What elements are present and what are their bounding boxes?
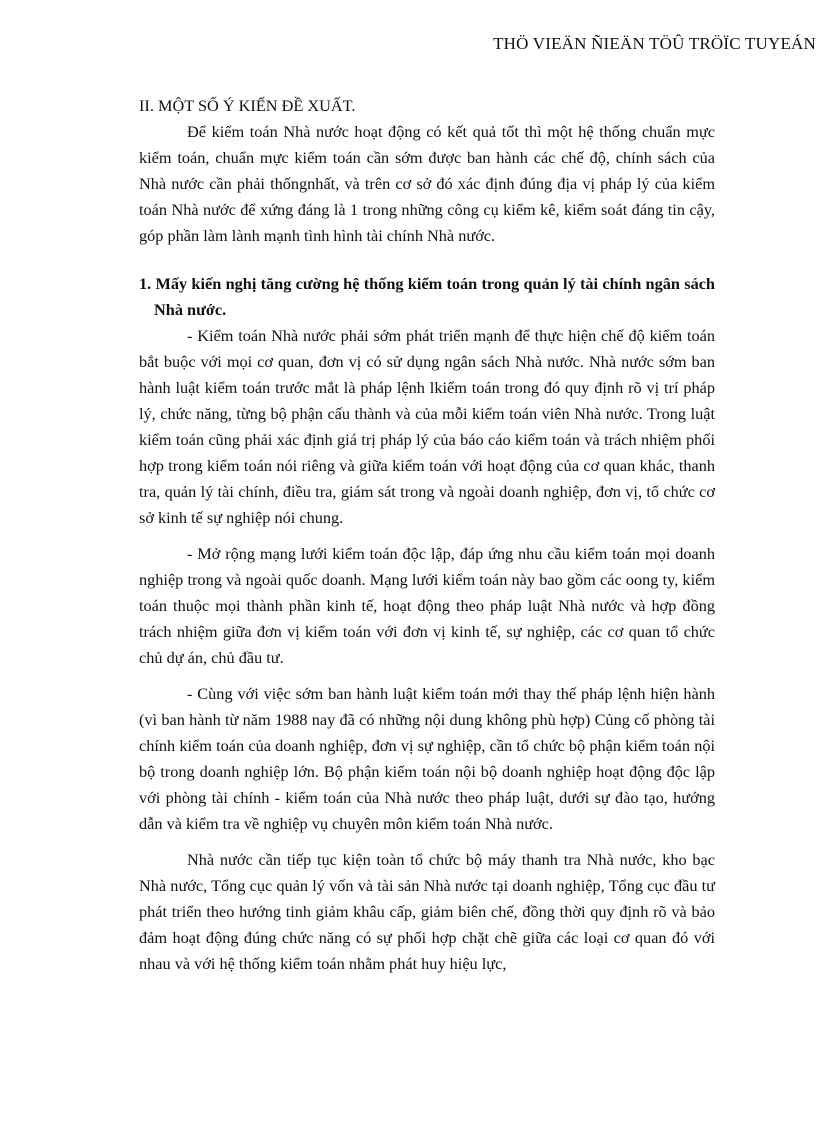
section-title: II. MỘT SỐ Ý KIẾN ĐỀ XUẤT.: [139, 96, 356, 115]
document-body: [139, 93, 715, 977]
paragraph-3: - Cùng với việc sớm ban hành luật kiểm toán mới thay thế pháp lệnh hiện hành (vì ban hành từ năm 1988 nay đã có những nội dung không phù hợp) Củng cố phòng tài chính kiểm toán của doanh nghiệp, đơn vị sự nghiệp, cần tổ chức bộ phận kiểm toán nội bộ trong doanh nghiệp lớn. Bộ phận kiểm toán nội bộ doanh nghiệp hoạt động độc lập với phòng tài chính - kiểm toán của Nhà nước theo pháp luật, dưới sự đào tạo, hướng dẫn và kiểm tra về nghiệp vụ chuyên môn kiểm toán Nhà nước.: [139, 684, 715, 833]
paragraph-4: Nhà nước cần tiếp tục kiện toàn tổ chức bộ máy thanh tra Nhà nước, kho bạc Nhà nước, Tổng cục quản lý vốn và tài sản Nhà nước tại doanh nghiệp, Tổng cục đầu tư phát triển theo hướng tinh giảm khâu cấp, giảm biên chế, đồng thời quy định rõ và bảo đảm hoạt động đúng chức năng có sự phối hợp chặt chẽ giữa các loại cơ quan đó với nhau và với hệ thống kiểm toán nhằm phát huy hiệu lực,: [139, 850, 715, 973]
paragraph-2: - Mở rộng mạng lưới kiểm toán độc lập, đáp ứng nhu cầu kiểm toán mọi doanh nghiệp trong và ngoài quốc doanh. Mạng lưới kiểm toán này bao gồm các oong ty, kiểm toán thuộc mọi thành phần kinh tế, hoạt động theo pháp luật Nhà nước và hợp đồng trách nhiệm giữa đơn vị kiểm toán với đơn vị kinh tế, sự nghiệp, các cơ quan tổ chức chủ dự án, chủ đầu tư.: [139, 544, 715, 667]
subheading: 1. Mấy kiến nghị tăng cường hệ thống kiểm toán trong quản lý tài chính ngân sách Nhà nước.: [139, 274, 715, 319]
paragraph-1: - Kiểm toán Nhà nước phải sớm phát triển mạnh để thực hiện chế độ kiểm toán bắt buộc với mọi cơ quan, đơn vị có sử dụng ngân sách Nhà nước. Nhà nước sớm ban hành luật kiểm toán trước mắt là pháp lệnh lkiểm toán trong đó quy định rõ vị trí pháp lý, chức năng, từng bộ phận cấu thành và của mỗi kiểm toán viên Nhà nước. Trong luật kiểm toán cũng phải xác định giá trị pháp lý của báo cáo kiểm toán và trách nhiệm phối hợp trong kiểm toán nói riêng và giữa kiểm toán với hoạt động của cơ quan khác, thanh tra, quản lý tài chính, điều tra, giám sát trong và ngoài doanh nghiệp, đơn vị, tổ chức cơ sở kinh tế sự nghiệp nói chung.: [139, 326, 715, 527]
intro-paragraph: Để kiểm toán Nhà nước hoạt động có kết quả tốt thì một hệ thống chuẩn mực kiểm toán, chuẩn mực kiểm toán cần sớm được ban hành các chế độ, chính sách của Nhà nước cần phải thốngnhất, và trên cơ sở đó xác định đúng địa vị pháp lý của kiểm toán Nhà nước để xứng đáng là 1 trong những công cụ kiểm kê, kiểm soát đáng tin cậy, góp phần làm lành mạnh tình hình tài chính Nhà nước.: [139, 122, 715, 245]
page-header: THÖ VIEÄN ÑIEÄN TÖÛ TRÖÏC TUYEÁN: [493, 34, 816, 53]
